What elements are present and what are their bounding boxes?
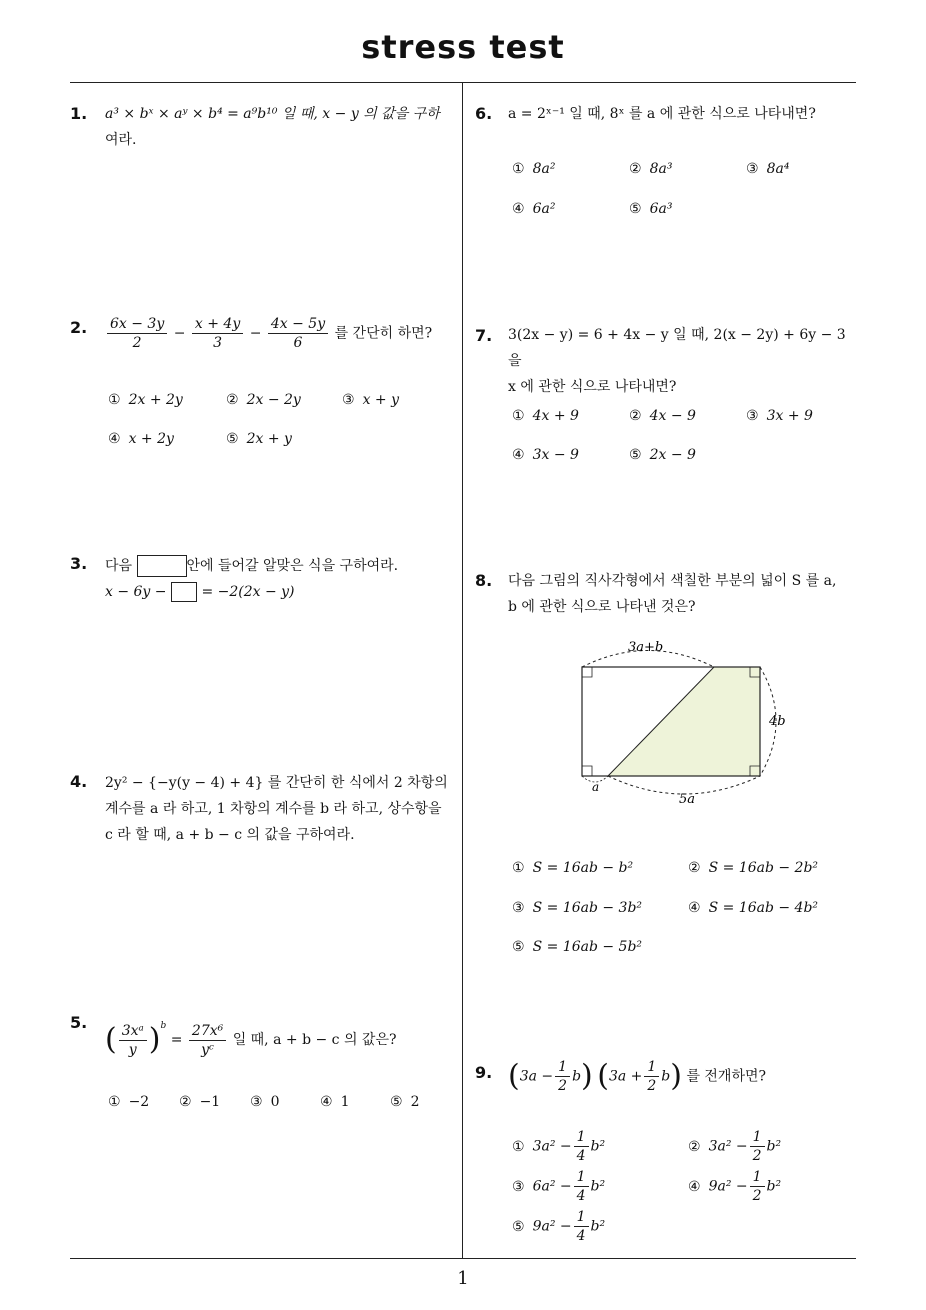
- question-1: [105, 101, 460, 153]
- option-4[interactable]: ④ 9a² − $\frac{1}{2}$ b²: [688, 1169, 782, 1204]
- question-number: 9.: [475, 1063, 493, 1082]
- question-4-line: c 라 할 때, a + b − c 의 값을 구하여라.: [105, 827, 355, 843]
- operator: −: [249, 325, 262, 342]
- question-7-line: 3(2x − y) = 6 + 4x − y 일 때, 2(x − 2y) + 6y − 3 을: [508, 327, 846, 369]
- fraction: $\frac{4x - 5y}{6}$: [268, 315, 328, 352]
- expression: b: [572, 1068, 582, 1085]
- question-4-line: 계수를 a 라 하고, 1 차항의 계수를 b 라 하고, 상수항을: [105, 801, 442, 817]
- fraction: $\frac{1}{2}$: [644, 1058, 659, 1095]
- question-number: 8.: [475, 571, 493, 590]
- question-5-text: 일 때, a + b − c 의 값은?: [232, 1032, 397, 1048]
- option-2[interactable]: ② S = 16ab − 2b²: [688, 860, 819, 876]
- option-1[interactable]: ① 3a² − $\frac{1}{4}$ b²: [512, 1129, 606, 1164]
- option-4[interactable]: ④ 3x − 9: [512, 447, 579, 463]
- operator: −: [173, 325, 186, 342]
- option-4[interactable]: ④ S = 16ab − 4b²: [688, 900, 819, 916]
- question-7-line: x 에 관한 식으로 나타내면?: [508, 379, 677, 395]
- exponent: b: [160, 1021, 167, 1031]
- question-8-line: 다음 그림의 직사각형에서 색칠한 부분의 넓이 S 를 a,: [508, 573, 837, 589]
- option-3[interactable]: ③ 0: [250, 1094, 280, 1110]
- option-2[interactable]: ② 2x − 2y: [226, 392, 301, 408]
- label-bottom: 5a: [679, 792, 696, 807]
- option-5[interactable]: ⑤ 9a² − $\frac{1}{4}$ b²: [512, 1209, 606, 1244]
- question-9-text: 를 전개하면?: [686, 1068, 767, 1085]
- option-1[interactable]: ① −2: [108, 1094, 150, 1110]
- question-number: 4.: [70, 772, 88, 791]
- fraction: $\frac{\text{3xᵃ}}{y}$: [119, 1022, 147, 1059]
- option-3[interactable]: ③ S = 16ab − 3b²: [512, 900, 643, 916]
- option-5[interactable]: ⑤ 6a³: [629, 201, 673, 217]
- option-3[interactable]: ③ 8a⁴: [746, 161, 790, 177]
- question-3-text: 다음: [105, 558, 133, 574]
- shaded-region: [608, 667, 760, 776]
- option-1[interactable]: ① 4x + 9: [512, 408, 579, 424]
- question-number: 5.: [70, 1013, 88, 1032]
- option-2[interactable]: ② 4x − 9: [629, 408, 696, 424]
- blank-box: [137, 555, 187, 577]
- option-4[interactable]: ④ 6a²: [512, 201, 556, 217]
- footer-rule: [70, 1258, 856, 1259]
- option-5[interactable]: ⑤ 2: [390, 1094, 420, 1110]
- option-5[interactable]: ⑤ 2x + y: [226, 431, 292, 447]
- question-2-text: 를 간단히 하면?: [334, 325, 433, 342]
- option-1[interactable]: ① 8a²: [512, 161, 556, 177]
- operator: =: [170, 1032, 183, 1048]
- question-7: [508, 322, 863, 400]
- question-1-line-2: 여라.: [105, 132, 137, 148]
- fraction: $\frac{x + 4y}{3}$: [192, 315, 243, 352]
- question-4-line: 2y² − {−y(y − 4) + 4} 를 간단히 한 식에서 2 차항의: [105, 775, 448, 791]
- option-2[interactable]: ② 3a² − $\frac{1}{2}$ b²: [688, 1129, 782, 1164]
- header-rule: [70, 82, 856, 83]
- equation: x − 6y −: [105, 584, 167, 600]
- fraction: $\frac{1}{2}$: [555, 1058, 570, 1095]
- page-number: 1: [457, 1268, 469, 1289]
- option-4[interactable]: ④ x + 2y: [108, 431, 174, 447]
- label-top: 3a+b: [628, 640, 664, 655]
- question-2: [105, 315, 460, 352]
- question-number: 7.: [475, 326, 493, 345]
- question-5: ( $\frac{\text{3xᵃ}}{y}$ )$^b$ = $\frac{\text{27x⁶}}{\text{yᶜ}}$ 일 때, a + b − c 의 값은?: [105, 1021, 397, 1058]
- option-5[interactable]: ⑤ 2x − 9: [629, 447, 696, 463]
- option-3[interactable]: ③ 6a² − $\frac{1}{4}$ b²: [512, 1169, 606, 1204]
- question-8: [508, 568, 863, 620]
- question-3: [105, 553, 460, 605]
- question-number: 6.: [475, 104, 493, 123]
- fraction: $\frac{\text{27x⁶}}{\text{yᶜ}}$: [189, 1022, 226, 1059]
- option-1[interactable]: ① S = 16ab − b²: [512, 860, 634, 876]
- question-4: [105, 770, 465, 848]
- fraction: $\frac{6x - 3y}{2}$: [107, 315, 167, 352]
- question-9: (3a − $\frac{1}{2}$ b) (3a + $\frac{1}{2}$ b) 를 전개하면?: [508, 1058, 767, 1094]
- label-small: a: [592, 780, 600, 794]
- label-right: 4b: [769, 714, 786, 729]
- option-4[interactable]: ④ 1: [320, 1094, 350, 1110]
- option-3[interactable]: ③ x + y: [342, 392, 399, 408]
- page-title: stress test: [361, 28, 565, 66]
- question-3-text: 안에 들어갈 알맞은 식을 구하여라.: [186, 558, 399, 574]
- option-3[interactable]: ③ 3x + 9: [746, 408, 813, 424]
- expression: 3a −: [519, 1068, 554, 1085]
- question-number: 3.: [70, 554, 88, 573]
- question-1-line-1: a³ × bˣ × aʸ × b⁴ = a⁹b¹⁰ 일 때, x − y 의 값을 구하: [105, 106, 440, 122]
- question-number: 1.: [70, 104, 88, 123]
- column-divider: [462, 83, 463, 1259]
- expression: b: [661, 1068, 671, 1085]
- option-2[interactable]: ② 8a³: [629, 161, 673, 177]
- option-1[interactable]: ① 2x + 2y: [108, 392, 183, 408]
- question-6: a = 2ˣ⁻¹ 일 때, 8ˣ 를 a 에 관한 식으로 나타내면?: [508, 106, 816, 122]
- equation: = −2(2x − y): [201, 584, 295, 600]
- blank-box: [171, 582, 197, 602]
- rectangle-figure: [560, 630, 810, 820]
- expression: 3a +: [608, 1068, 643, 1085]
- question-8-line: b 에 관한 식으로 나타낸 것은?: [508, 599, 696, 615]
- question-number: 2.: [70, 318, 88, 337]
- option-2[interactable]: ② −1: [179, 1094, 221, 1110]
- option-5[interactable]: ⑤ S = 16ab − 5b²: [512, 939, 643, 955]
